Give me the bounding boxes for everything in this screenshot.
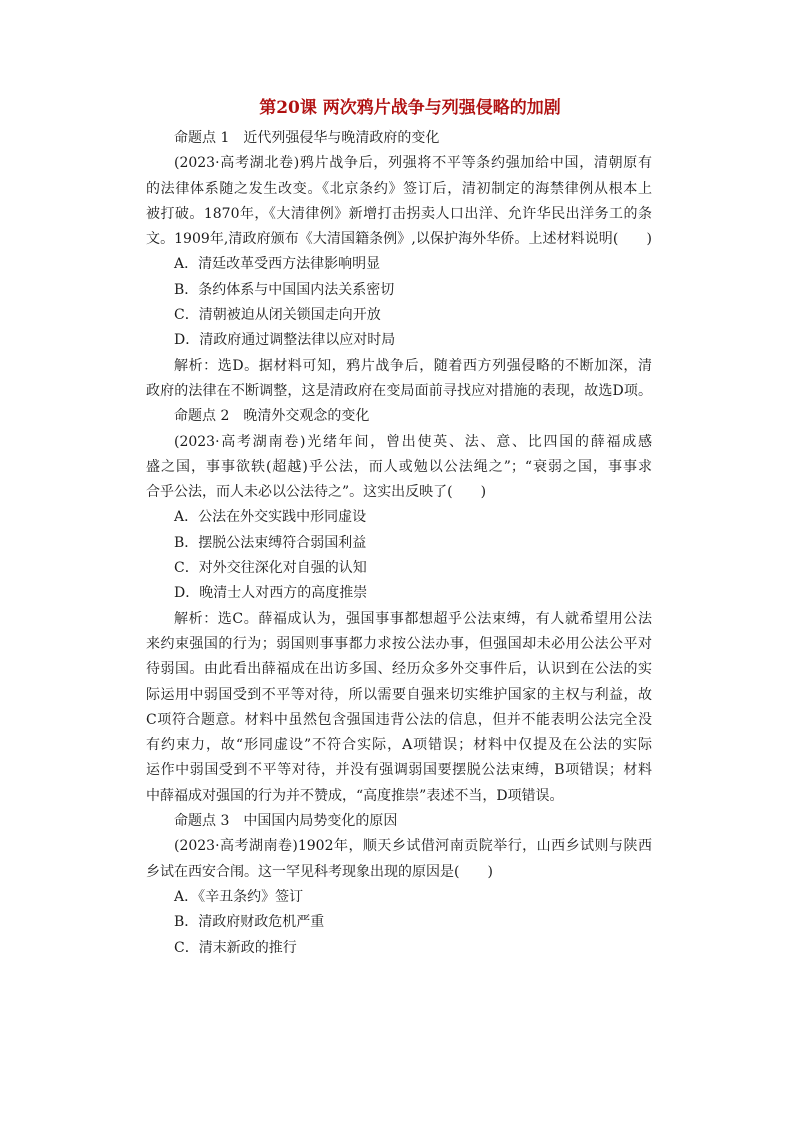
question-line: (2023·高考湖南卷)光绪年间，曾出使英、法、意、比四国的薛福成感 xyxy=(174,433,652,450)
question-line: 乡试在西安合闱。这一罕见科考现象出现的原因是( ) xyxy=(146,863,493,880)
question-line: 的法律体系随之发生改变。《北京条约》签订后，清初制定的海禁律例从根本上 xyxy=(146,180,652,197)
option-c: C．清朝被迫从闭关锁国走向开放 xyxy=(174,307,381,324)
option-c: C．对外交往深化对自强的认知 xyxy=(174,560,367,577)
analysis-line: 有约束力，故“形同虚设”不符合实际，A项错误；材料中仅提及在公法的实际 xyxy=(146,737,652,754)
analysis-line: 解析：选C。薛福成认为，强国事事都想超乎公法束缚，有人就希望用公法 xyxy=(174,610,652,627)
analysis-line: 际运用中弱国受到不平等对待，所以需要自强来切实维护国家的主权与利益，故 xyxy=(146,686,652,703)
analysis-line: 待弱国。由此看出薛福成在出访多国、经历众多外交事件后，认识到在公法的实 xyxy=(146,661,652,678)
document-page xyxy=(146,94,652,961)
analysis-line: C项符合题意。材料中虽然包含强国违背公法的信息，但并不能表明公法完全没 xyxy=(146,711,652,728)
question-line: (2023·高考湖南卷)1902年，顺天乡试借河南贡院举行，山西乡试则与陕西 xyxy=(174,838,652,855)
option-c: C．清末新政的推行 xyxy=(174,939,297,956)
option-a: A．《辛丑条约》签订 xyxy=(174,888,304,905)
option-b: B．摆脱公法束缚符合弱国利益 xyxy=(174,534,367,551)
analysis-line: 来约束强国的行为；弱国则事事都力求按公法办事，但强国却未必用公法公平对 xyxy=(146,635,652,652)
question-line: (2023·高考湖北卷)鸦片战争后，列强将不平等条约强加给中国，清朝原有 xyxy=(174,155,652,172)
section-heading-1: 命题点 1 近代列强侵华与晚清政府的变化 xyxy=(174,130,440,146)
option-d: D．清政府通过调整法律以应对时局 xyxy=(174,332,396,349)
section-heading-2: 命题点 2 晚清外交观念的变化 xyxy=(174,408,370,425)
question-line: 文。1909年,清政府颁布《大清国籍条例》,以保护海外华侨。上述材料说明( ) xyxy=(146,231,652,248)
question-line: 合乎公法，而人未必以公法待之”。这实出反映了( ) xyxy=(146,484,487,501)
analysis-line: 政府的法律在不断调整，这是清政府在变局面前寻找应对措施的表现，故选D项。 xyxy=(146,382,652,399)
section-heading-3: 命题点 3 中国国内局势变化的原因 xyxy=(174,813,398,830)
question-line: 被打破。1870年，《大清律例》新增打击拐卖人口出洋、允许华民出洋务工的条 xyxy=(146,205,652,222)
analysis-line: 运作中弱国受到不平等对待，并没有强调弱国要摆脱公法束缚，B项错误；材料 xyxy=(146,762,652,779)
option-b: B．条约体系与中国国内法关系密切 xyxy=(174,281,395,298)
option-d: D．晚清士人对西方的高度推崇 xyxy=(174,585,368,602)
option-b: B．清政府财政危机严重 xyxy=(174,914,325,931)
question-line: 盛之国，事事欲轶(超越)乎公法，而人或勉以公法绳之”；“衰弱之国，事事求 xyxy=(146,458,652,475)
option-a: A．清廷改革受西方法律影响明显 xyxy=(174,256,381,273)
page-title: 第20课 两次鸦片战争与列强侵略的加剧 xyxy=(259,98,561,118)
analysis-line: 解析：选D。据材料可知，鸦片战争后，随着西方列强侵略的不断加深，清 xyxy=(174,357,652,374)
analysis-line: 中薛福成对强国的行为并不赞成，“高度推崇”表述不当，D项错误。 xyxy=(146,787,564,804)
option-a: A．公法在外交实践中形同虚设 xyxy=(174,509,367,526)
